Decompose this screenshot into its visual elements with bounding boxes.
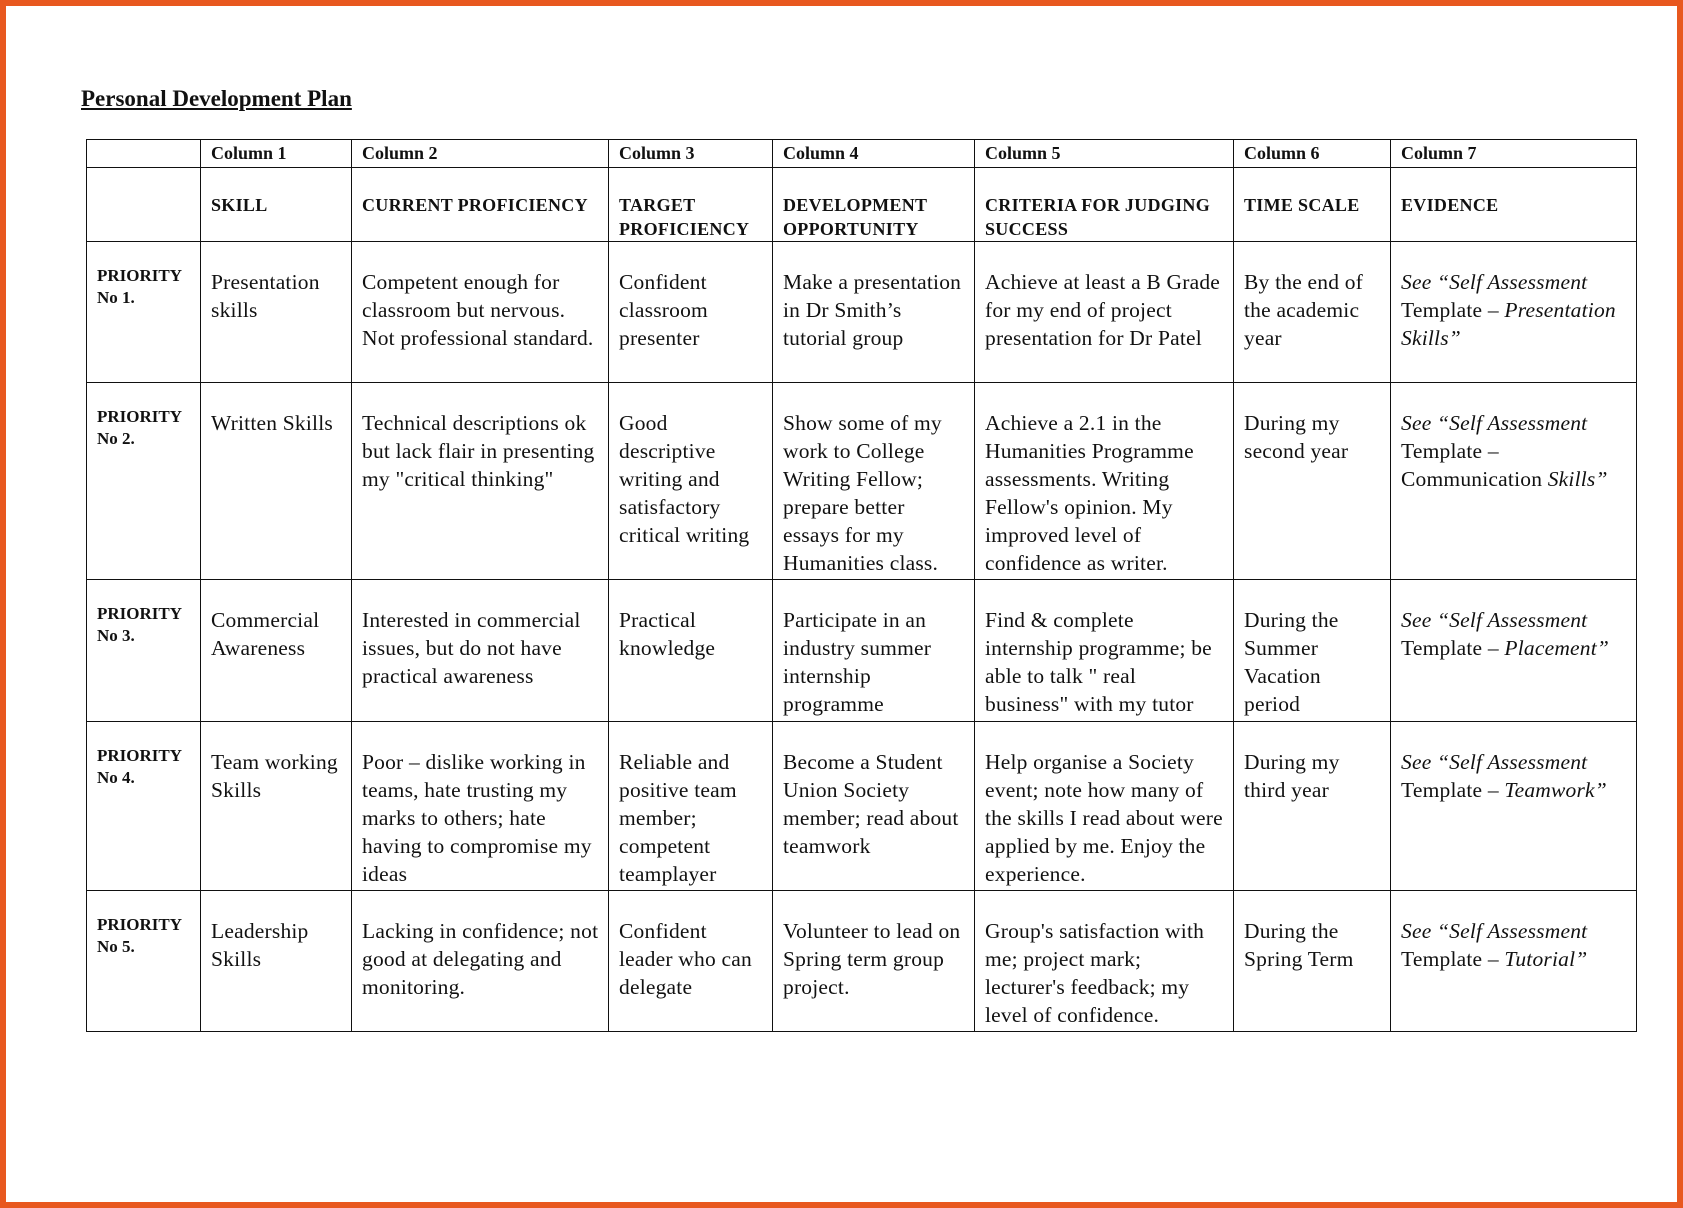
column-header-cell: CURRENT PROFICIENCY — [352, 168, 609, 242]
evidence-italic-text: Presentation Skills” — [1401, 298, 1616, 350]
time-scale-cell: By the end of the academic year — [1234, 242, 1391, 383]
evidence-text: Template – — [1401, 778, 1505, 802]
current-proficiency-cell: Poor – dislike working in teams, hate trusting my marks to others; hate having to compromise my ideas — [352, 722, 609, 891]
skill-cell: Written Skills — [201, 383, 352, 580]
column-number-cell: Column 4 — [773, 140, 975, 168]
evidence-italic-text: See “Self Assessment — [1401, 270, 1588, 294]
success-criteria-cell: Help organise a Society event; note how many of the skills I read about were applied by me. Enjoy the experience. — [975, 722, 1234, 891]
success-criteria-cell: Achieve at least a B Grade for my end of project presentation for Dr Patel — [975, 242, 1234, 383]
table-row — [87, 722, 1637, 891]
evidence-italic-text: See “Self Assessment — [1401, 608, 1588, 632]
table-row — [87, 383, 1637, 580]
column-number-cell: Column 5 — [975, 140, 1234, 168]
column-number-cell: Column 6 — [1234, 140, 1391, 168]
priority-label: PRIORITY — [97, 407, 183, 426]
evidence-cell — [1391, 383, 1637, 580]
evidence-cell — [1391, 580, 1637, 722]
target-proficiency-cell: Reliable and positive team member; competent teamplayer — [609, 722, 773, 891]
evidence-cell — [1391, 891, 1637, 1032]
priority-label: PRIORITY — [97, 604, 183, 623]
evidence-text: Template – Communication — [1401, 439, 1548, 491]
column-header-cell: TARGET PROFICIENCY — [609, 168, 773, 242]
development-opportunity-cell: Show some of my work to College Writing Fellow; prepare better essays for my Humanities class. — [773, 383, 975, 580]
priority-label: PRIORITY — [97, 266, 183, 285]
development-plan-table — [86, 139, 1637, 1032]
current-proficiency-cell: Interested in commercial issues, but do not have practical awareness — [352, 580, 609, 722]
table-row — [87, 242, 1637, 383]
column-number-cell: Column 7 — [1391, 140, 1637, 168]
table-row — [87, 580, 1637, 722]
evidence-italic-text: See “Self Assessment — [1401, 411, 1588, 435]
evidence-cell — [1391, 242, 1637, 383]
time-scale-cell: During the Summer Vacation period — [1234, 580, 1391, 722]
priority-cell — [87, 383, 201, 580]
column-header-cell: EVIDENCE — [1391, 168, 1637, 242]
target-proficiency-cell: Confident leader who can delegate — [609, 891, 773, 1032]
column-header-cell: SKILL — [201, 168, 352, 242]
development-opportunity-cell: Become a Student Union Society member; read about teamwork — [773, 722, 975, 891]
evidence-cell — [1391, 722, 1637, 891]
evidence-italic-text: Tutorial” — [1504, 947, 1588, 971]
development-opportunity-cell: Volunteer to lead on Spring term group project. — [773, 891, 975, 1032]
priority-number: No 1. — [97, 288, 135, 307]
time-scale-cell: During my second year — [1234, 383, 1391, 580]
column-header-cell: TIME SCALE — [1234, 168, 1391, 242]
time-scale-cell: During the Spring Term — [1234, 891, 1391, 1032]
evidence-text: Template – — [1401, 636, 1505, 660]
evidence-italic-text: See “Self Assessment — [1401, 919, 1588, 943]
priority-label: PRIORITY — [97, 746, 183, 765]
priority-number: No 2. — [97, 429, 135, 448]
column-number-cell: Column 2 — [352, 140, 609, 168]
column-header-row — [87, 168, 1637, 242]
evidence-italic-text: Skills” — [1547, 467, 1608, 491]
success-criteria-cell: Achieve a 2.1 in the Humanities Programme assessments. Writing Fellow's opinion. My improved level of confidence as writer. — [975, 383, 1234, 580]
time-scale-cell: During my third year — [1234, 722, 1391, 891]
skill-cell: Team working Skills — [201, 722, 352, 891]
priority-number: No 5. — [97, 937, 135, 956]
skill-cell: Presentation skills — [201, 242, 352, 383]
table-row — [87, 891, 1637, 1032]
priority-cell — [87, 242, 201, 383]
column-number-cell: Column 3 — [609, 140, 773, 168]
column-number-cell — [87, 140, 201, 168]
evidence-italic-text: Teamwork” — [1504, 778, 1607, 802]
priority-number: No 4. — [97, 768, 135, 787]
priority-cell — [87, 580, 201, 722]
target-proficiency-cell: Good descriptive writing and satisfactory critical writing — [609, 383, 773, 580]
priority-cell — [87, 891, 201, 1032]
evidence-italic-text: See “Self Assessment — [1401, 750, 1588, 774]
column-number-row — [87, 140, 1637, 168]
column-number-cell: Column 1 — [201, 140, 352, 168]
skill-cell: Leadership Skills — [201, 891, 352, 1032]
column-header-cell: DEVELOPMENT OPPORTUNITY — [773, 168, 975, 242]
priority-label: PRIORITY — [97, 915, 183, 934]
development-opportunity-cell: Participate in an industry summer internship programme — [773, 580, 975, 722]
column-header-cell: CRITERIA FOR JUDGING SUCCESS — [975, 168, 1234, 242]
current-proficiency-cell: Technical descriptions ok but lack flair in presenting my "critical thinking" — [352, 383, 609, 580]
priority-cell — [87, 722, 201, 891]
evidence-text: Template – — [1401, 298, 1505, 322]
development-opportunity-cell: Make a presentation in Dr Smith’s tutorial group — [773, 242, 975, 383]
success-criteria-cell: Find & complete internship programme; be able to talk " real business" with my tutor — [975, 580, 1234, 722]
current-proficiency-cell: Lacking in confidence; not good at delegating and monitoring. — [352, 891, 609, 1032]
skill-cell: Commercial Awareness — [201, 580, 352, 722]
target-proficiency-cell: Confident classroom presenter — [609, 242, 773, 383]
target-proficiency-cell: Practical knowledge — [609, 580, 773, 722]
column-header-cell — [87, 168, 201, 242]
priority-number: No 3. — [97, 626, 135, 645]
evidence-text: Template – — [1401, 947, 1505, 971]
evidence-italic-text: Placement” — [1504, 636, 1610, 660]
page-title: Personal Development Plan — [81, 86, 352, 111]
success-criteria-cell: Group's satisfaction with me; project mark; lecturer's feedback; my level of confidence. — [975, 891, 1234, 1032]
current-proficiency-cell: Competent enough for classroom but nervous. Not professional standard. — [352, 242, 609, 383]
